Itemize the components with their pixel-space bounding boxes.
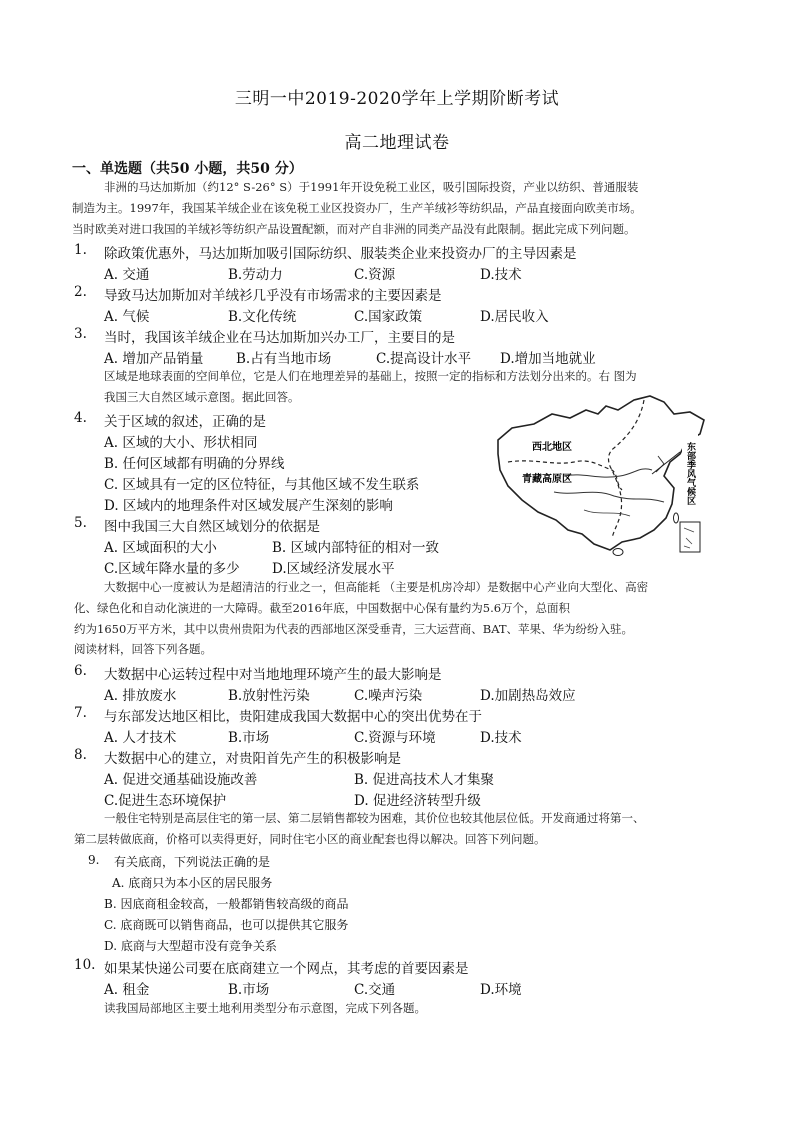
passage-3 [74, 577, 726, 660]
passage-line: 非洲的马达加斯加（约12° S-26° S）于1991年开设免税工业区，吸引国际投资，产业以纺织、普通服装 [104, 180, 639, 194]
option[interactable]: A. 人才技术 [104, 730, 177, 746]
option[interactable]: A. 促进交通基础设施改善 [104, 772, 258, 788]
option[interactable]: D.居民收入 [480, 309, 549, 325]
passage-4 [74, 808, 726, 850]
option[interactable]: C. 底商既可以销售商品，也可以提供其它服务 [104, 918, 349, 932]
question-text: 导致马达加斯加对羊绒衫几乎没有市场需求的主要因素是 [104, 288, 442, 304]
option[interactable]: B.占有当地市场 [236, 351, 332, 367]
option[interactable]: A. 租金 [104, 982, 150, 998]
question-number: 4. [74, 410, 87, 426]
option[interactable]: A. 交通 [104, 267, 150, 283]
passage-line: 化、绿色化和自动化演进的一大障碍。截至2016年底，中国数据中心保有量约为5.6万个，总面积 [74, 600, 571, 615]
option[interactable]: A. 增加产品销量 [104, 351, 204, 367]
option[interactable]: B.市场 [228, 730, 270, 746]
option[interactable]: C. 区域具有一定的区位特征，与其他区域不发生联系 [104, 477, 420, 493]
option[interactable]: B.市场 [228, 982, 270, 998]
option[interactable]: C.提高设计水平 [376, 351, 472, 367]
question-number: 3. [74, 326, 87, 342]
option[interactable]: D.环境 [480, 982, 522, 998]
exam-subtitle: 高二地理试卷 [344, 133, 450, 153]
option[interactable]: C.交通 [354, 982, 396, 998]
question-number: 5. [74, 515, 87, 531]
option[interactable]: B. 促进高技术人才集聚 [354, 772, 495, 788]
option[interactable]: D.技术 [480, 267, 522, 283]
question-text: 大数据中心的建立，对贵阳首先产生的积极影响是 [104, 751, 401, 767]
section-heading: 一、单选题（共50 小题，共50 分） [72, 161, 303, 177]
option[interactable]: D. 底商与大型超市没有竞争关系 [104, 939, 277, 953]
option[interactable]: B. 区域内部特征的相对一致 [272, 540, 440, 556]
question-text: 大数据中心运转过程中对当地地理环境产生的最大影响是 [104, 667, 442, 683]
option[interactable]: B.劳动力 [228, 267, 283, 283]
question-number: 7. [74, 705, 87, 721]
china-natural-regions-map [494, 392, 716, 560]
option[interactable]: B.文化传统 [228, 309, 297, 325]
option[interactable]: C.资源 [354, 267, 396, 283]
exam-title: 三明一中2019-2020学年上学期阶断考试 [234, 89, 560, 109]
question-number: 2. [74, 284, 87, 300]
option[interactable]: A. 底商只为本小区的居民服务 [112, 876, 273, 890]
option[interactable]: C.国家政策 [354, 309, 423, 325]
option[interactable]: D.增加当地就业 [500, 351, 596, 367]
passage-line: 阅读材料，回答下列各题。 [74, 642, 212, 657]
option[interactable]: A. 区域的大小、形状相同 [104, 435, 258, 451]
option[interactable]: D.加剧热岛效应 [480, 688, 576, 704]
option[interactable]: C.噪声污染 [354, 688, 423, 704]
passage-line: 一般住宅特别是高层住宅的第一层、第二层销售都较为困难，其价位也较其他层位低。开发商通过将第一、 [104, 811, 645, 825]
option[interactable]: D.区域经济发展水平 [272, 561, 395, 577]
passage-5 [104, 998, 726, 1019]
question-number: 8. [74, 747, 87, 763]
option[interactable]: C.资源与环境 [354, 730, 436, 746]
option[interactable]: C.促进生态环境保护 [104, 793, 227, 809]
map-label-east-monsoon: 东部季风气候区 [685, 442, 695, 505]
option[interactable]: D. 区域内的地理条件对区域发展产生深刻的影响 [104, 498, 393, 514]
question-number: 9. [88, 853, 100, 867]
question-text: 如果某快递公司要在底商建立一个网点，其考虑的首要因素是 [104, 961, 469, 977]
passage-line: 制造为主。1997年，我国某羊绒企业在该免税工业区投资办厂，生产羊绒衫等纺织品，产品直接面向欧美市场。 [72, 200, 642, 215]
question-text: 与东部发达地区相比，贵阳建成我国大数据中心的突出优势在于 [104, 709, 482, 725]
question-text: 除政策优惠外，马达加斯加吸引国际纺织、服装类企业来投资办厂的主导因素是 [104, 246, 577, 262]
passage-line: 我国三大自然区域示意图。据此回答。 [104, 389, 300, 404]
question-text: 图中我国三大自然区域划分的依据是 [104, 519, 320, 535]
question-number: 6. [74, 663, 87, 679]
passage-line: 第二层转做底商，价格可以卖得更好，同时住宅小区的商业配套也得以解决。回答下列问题。 [74, 831, 546, 846]
passage-line: 读我国局部地区主要土地利用类型分布示意图，完成下列各题。 [104, 1001, 426, 1015]
question-number: 1. [74, 242, 87, 258]
question-text: 关于区域的叙述，正确的是 [104, 414, 266, 430]
map-label-qinghai-tibet: 青藏高原区 [522, 474, 572, 485]
passage-line: 大数据中心一度被认为是超清洁的行业之一，但高能耗 （主要是机房冷却）是数据中心产业向大型化、高密 [104, 580, 649, 594]
option[interactable]: C.区域年降水量的多少 [104, 561, 240, 577]
option[interactable]: D.技术 [480, 730, 522, 746]
option[interactable]: B.放射性污染 [228, 688, 310, 704]
passage-line: 区域是地球表面的空间单位，它是人们在地理差异的基础上，按照一定的指标和方法划分出来的。右 图为 [104, 369, 637, 383]
option[interactable]: B. 任何区域都有明确的分界线 [104, 456, 285, 472]
question-text: 有关底商，下列说法正确的是 [114, 855, 271, 869]
option[interactable]: A. 区域面积的大小 [104, 540, 217, 556]
option[interactable]: D. 促进经济转型升级 [354, 793, 481, 809]
option[interactable]: B. 因底商租金较高，一般都销售较高级的商品 [104, 897, 349, 911]
question-text: 当时，我国该羊绒企业在马达加斯加兴办工厂，主要目的是 [104, 330, 455, 346]
option[interactable]: A. 排放废水 [104, 688, 177, 704]
option[interactable]: A. 气候 [104, 309, 150, 325]
passage-line: 约为1650万平方米，其中以贵州贵阳为代表的西部地区深受垂青，三大运营商、BAT、苹果、华为纷纷入驻。 [74, 621, 634, 636]
map-label-northwest: 西北地区 [532, 442, 572, 453]
question-number: 10. [74, 957, 96, 973]
passage-line: 当时欧美对进口我国的羊绒衫等纺织产品设置配额，而对产自非洲的同类产品没有此限制。据此完成下列问题。 [72, 221, 636, 236]
passage-1 [72, 177, 724, 239]
